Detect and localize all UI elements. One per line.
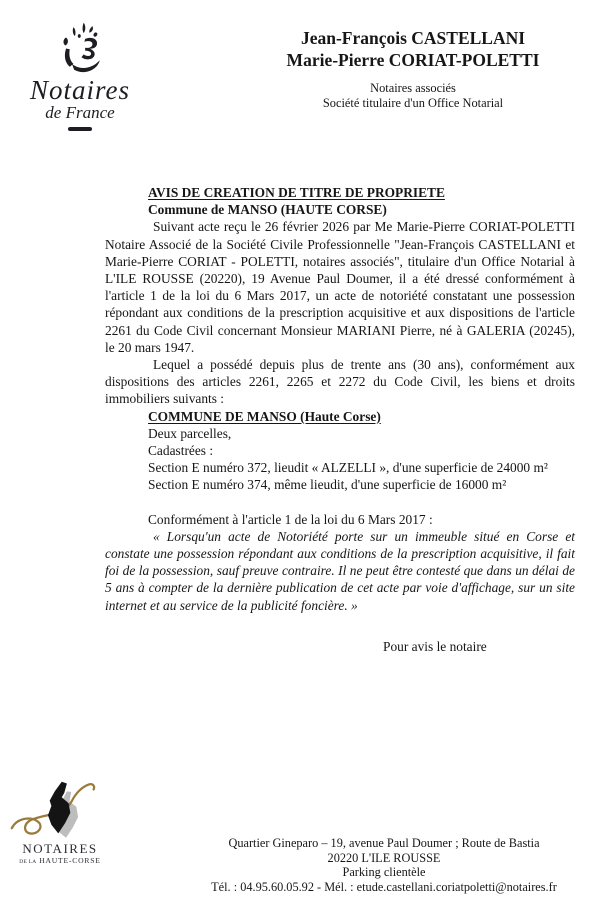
notaries-role: Notaires associés <box>370 81 456 95</box>
paragraph-possession: Lequel a possédé depuis plus de trente ans (30 ans), conformément aux dispositions des articles 2261, 2265 et 2272 du Code Civil, les biens et droits immobiliers suivants : <box>105 357 575 407</box>
footer-logo-notaires-text: NOTAIRES <box>22 841 98 856</box>
notaires-haute-corse-logo <box>2 780 118 867</box>
corsica-island-icon <box>8 780 112 842</box>
logo-notaires-text: Notaires <box>29 75 130 105</box>
parcel-line: Section E numéro 374, même lieudit, d'une superficie de 16000 m² <box>148 477 507 493</box>
signoff: Pour avis le notaire <box>383 638 487 654</box>
logo-de-france-text: de France <box>45 103 115 122</box>
footer-address-block <box>158 836 608 894</box>
notice-subtitle: Commune de MANSO (HAUTE CORSE) <box>148 202 387 218</box>
parcel-line: Cadastrées : <box>148 443 214 459</box>
office-subtitle: Société titulaire d'un Office Notarial <box>322 96 504 110</box>
notice-body <box>105 184 575 655</box>
notice-title: AVIS DE CREATION DE TITRE DE PROPRIETE <box>148 185 445 200</box>
logo-dash <box>68 127 92 131</box>
footer-parking-line: Parking clientèle <box>342 865 426 880</box>
paragraph-act: Suivant acte reçu le 26 février 2026 par Me Marie-Pierre CORIAT-POLETTI Notaire Associé de la Société Civile Professionnelle "Jean-François CASTELLANI et Marie-Pierre CORIAT - POLETTI, notaires associés", titulaire d'un Office Notarial à L'ILE ROUSSE (20220), 19 Avenue Paul Doumer, il a été dressé conformément à l'article 1 de la loi du 6 Mars 2017, un acte de notoriété constatant une possession répondant aux conditions de la prescription acquisitive et aux dispositions de l'article 2261 du Code Civil concernant Monsieur MARIANI Pierre, né à GALERIA (20245), le 20 mars 1947. <box>105 219 575 355</box>
footer-address-line2: 20220 L'ILE ROUSSE <box>327 850 441 865</box>
notaires-de-france-logo <box>12 18 148 131</box>
notaires-de-france-icon <box>47 18 113 76</box>
parcel-line: Deux parcelles, <box>148 425 232 441</box>
footer-logo-dela-text: DE LA <box>19 859 37 865</box>
notary-name-1: Jean-François CASTELLANI <box>300 28 526 48</box>
footer-address-line1: Quartier Gineparo – 19, avenue Paul Doumer ; Route de Bastia <box>228 836 540 850</box>
footer-contact-line: Tél. : 04.95.60.05.92 - Mél. : etude.castellani.coriatpoletti@notaires.fr <box>211 879 557 894</box>
footer-logo-hautecorse-text: HAUTE-CORSE <box>39 856 101 865</box>
notary-name-2: Marie-Pierre CORIAT-POLETTI <box>286 50 540 70</box>
footer-logo-region-text <box>2 856 118 867</box>
law-intro: Conformément à l'article 1 de la loi du 6 Mars 2017 : <box>148 511 433 527</box>
commune-heading: COMMUNE DE MANSO (Haute Corse) <box>148 408 381 424</box>
law-quote: « Lorsqu'un acte de Notoriété porte sur un immeuble situé en Corse et constate une possession répondant aux conditions de la prescription acquisitive, il fait foi de la possession, sauf preuve contraire. Il ne peut être contesté que dans un délai de 5 ans à compter de la dernière publication de cet acte par voie d'affichage, sur un site internet et au service de la publicité foncière. » <box>105 528 575 613</box>
letterhead <box>224 27 602 111</box>
parcel-line: Section E numéro 372, lieudit « ALZELLI », d'une superficie de 24000 m² <box>148 460 548 476</box>
